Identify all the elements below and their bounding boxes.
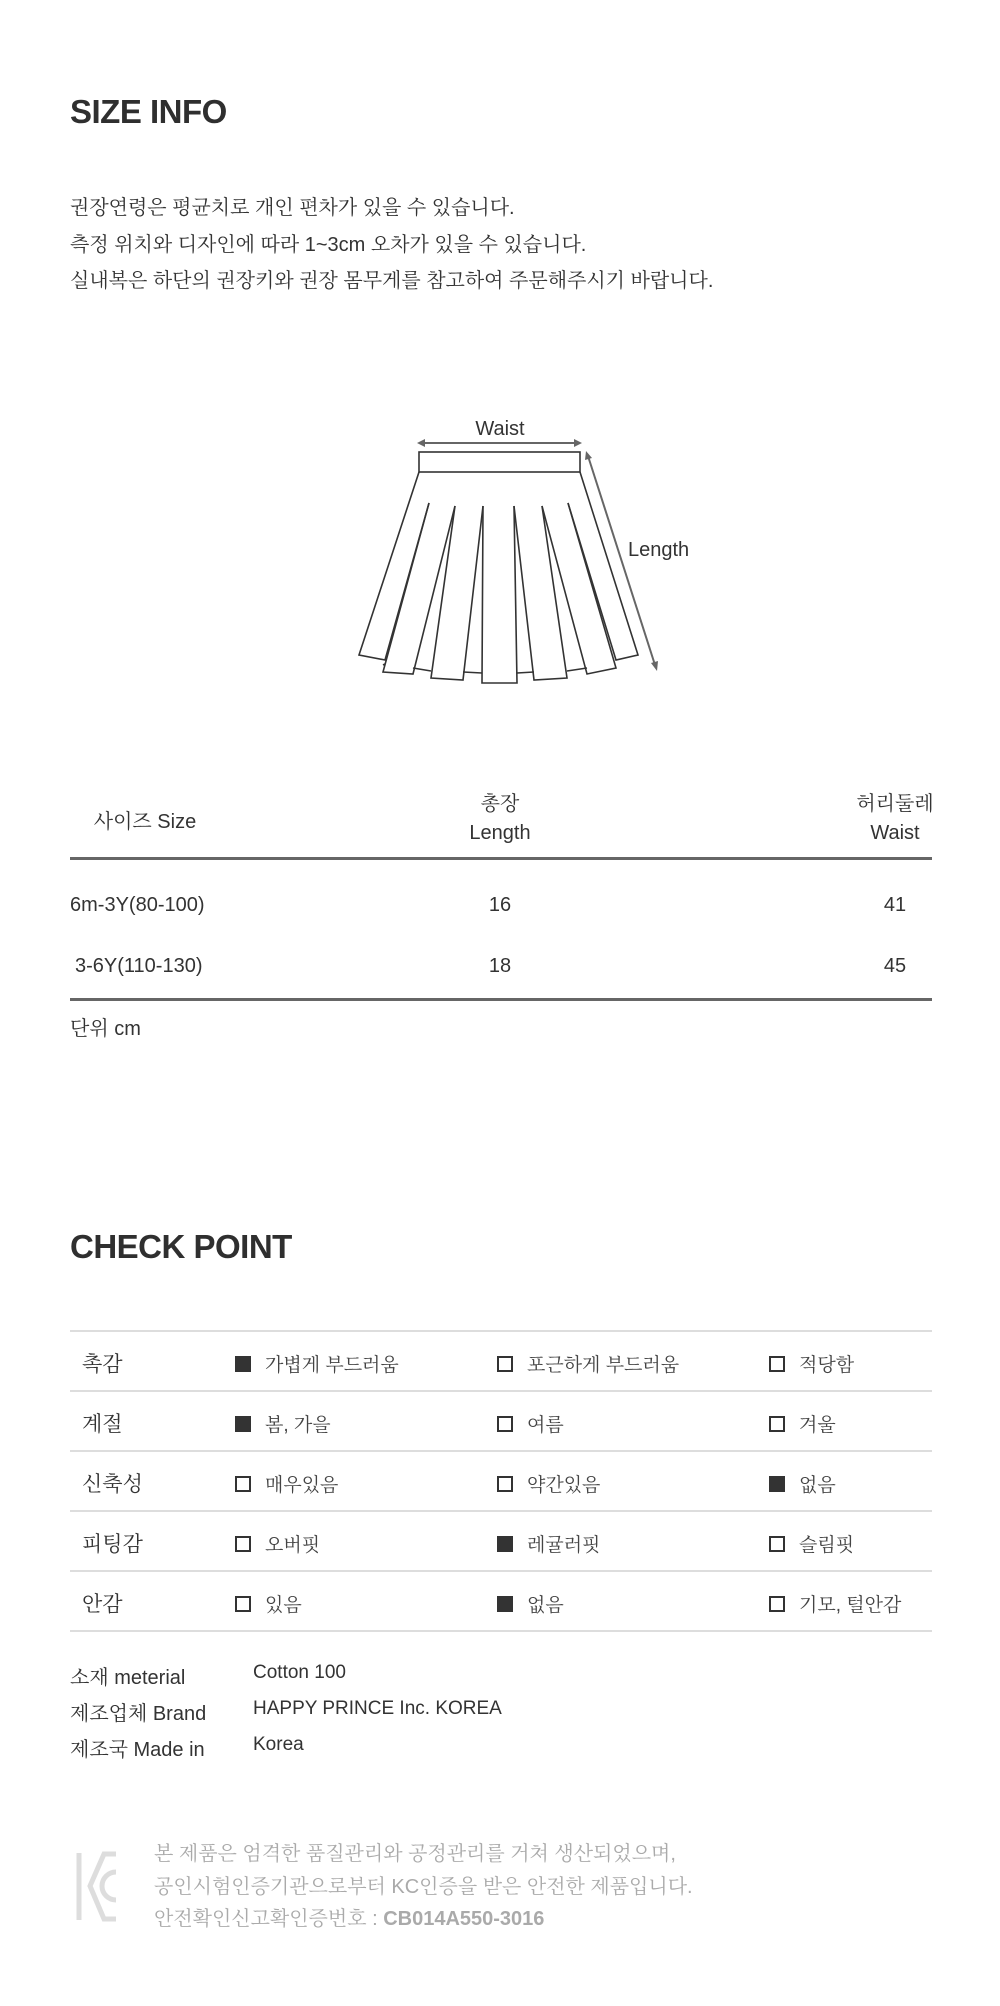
check-option-label: 가볍게 부드러움 (265, 1355, 399, 1376)
checked-box-icon (235, 1356, 251, 1372)
checked-box-icon (235, 1416, 251, 1432)
header-size: 사이즈 Size (93, 811, 197, 833)
table-bottom-rule (70, 998, 932, 1001)
check-option-label: 매우있음 (265, 1475, 339, 1496)
check-option-label: 여름 (527, 1415, 564, 1436)
kc-cert-number: CB014A550-3016 (383, 1908, 545, 1930)
measure-arrows (417, 439, 658, 671)
check-option (235, 1470, 338, 1497)
kc-logo-icon (74, 1850, 124, 1924)
kc-line: 본 제품은 엄격한 품질관리와 공정관리를 거쳐 생산되었으며, (154, 1843, 676, 1865)
check-row-label: 신축성 (82, 1473, 143, 1496)
kc-notice (154, 1838, 693, 1936)
checked-box-icon (497, 1536, 513, 1552)
unchecked-box-icon (235, 1476, 251, 1492)
waist-label: Waist (475, 418, 525, 440)
check-option (769, 1590, 901, 1617)
check-option-label: 봄, 가을 (265, 1415, 331, 1436)
check-row-label: 피팅감 (82, 1533, 143, 1556)
header-waist-en: Waist (870, 822, 920, 844)
check-option-label: 겨울 (799, 1415, 836, 1436)
check-option (497, 1410, 564, 1437)
cell-size: 3-6Y(110-130) (75, 955, 203, 977)
check-option (769, 1350, 854, 1377)
check-option-label: 기모, 털안감 (799, 1595, 902, 1616)
unchecked-box-icon (769, 1596, 785, 1612)
kc-cert-label: 안전확인신고확인증번호 : (154, 1908, 384, 1930)
check-option (497, 1590, 564, 1617)
check-option (769, 1470, 836, 1497)
size-note: 실내복은 하단의 권장키와 권장 몸무게를 참고하여 주문해주시기 바랍니다. (70, 270, 714, 292)
spec-label: 소재 meterial (70, 1667, 186, 1689)
check-option-label: 슬림핏 (799, 1535, 855, 1556)
header-length-en: Length (469, 822, 531, 844)
unchecked-box-icon (497, 1476, 513, 1492)
check-option-label: 포근하게 부드러움 (527, 1355, 680, 1376)
spec-value: HAPPY PRINCE Inc. KOREA (253, 1698, 502, 1719)
unchecked-box-icon (769, 1416, 785, 1432)
spec-value: Cotton 100 (253, 1662, 346, 1683)
checked-box-icon (769, 1476, 785, 1492)
cell-waist: 41 (883, 894, 907, 916)
cell-size: 6m-3Y(80-100) (70, 894, 205, 916)
check-option-label: 레귤러핏 (527, 1535, 601, 1556)
spec-value: Korea (253, 1734, 304, 1755)
check-option-label: 없음 (799, 1475, 836, 1496)
check-option-label: 약간있음 (527, 1475, 601, 1496)
check-option-label: 적당함 (799, 1355, 855, 1376)
size-note: 권장연령은 평균치로 개인 편차가 있을 수 있습니다. (70, 197, 515, 219)
unchecked-box-icon (497, 1356, 513, 1372)
cell-length: 18 (488, 955, 512, 977)
check-option (769, 1530, 854, 1557)
unchecked-box-icon (769, 1356, 785, 1372)
check-row-label: 촉감 (82, 1353, 123, 1376)
check-row (70, 1332, 932, 1392)
unchecked-box-icon (497, 1416, 513, 1432)
spec-label: 제조업체 Brand (70, 1703, 207, 1725)
check-row (70, 1572, 932, 1632)
unchecked-box-icon (769, 1536, 785, 1552)
check-option-label: 없음 (527, 1595, 564, 1616)
check-row-label: 안감 (82, 1593, 123, 1616)
check-option (235, 1590, 302, 1617)
header-waist-ko: 허리둘레 (856, 793, 934, 815)
check-option (497, 1350, 679, 1377)
check-row-label: 계절 (82, 1413, 123, 1436)
check-option-label: 오버핏 (265, 1535, 321, 1556)
cell-waist: 45 (883, 955, 907, 977)
size-info-title: SIZE INFO (70, 93, 227, 130)
table-header-rule (70, 857, 932, 860)
check-option (497, 1530, 600, 1557)
unchecked-box-icon (235, 1536, 251, 1552)
check-row (70, 1452, 932, 1512)
checked-box-icon (497, 1596, 513, 1612)
cell-length: 16 (488, 894, 512, 916)
check-option-label: 있음 (265, 1595, 302, 1616)
check-option (235, 1350, 399, 1377)
check-row (70, 1392, 932, 1452)
unit-note: 단위 cm (70, 1018, 141, 1040)
check-option (235, 1410, 331, 1437)
check-option (769, 1410, 836, 1437)
check-option (497, 1470, 600, 1497)
header-length (420, 790, 580, 848)
spec-label: 제조국 Made in (70, 1739, 205, 1761)
unchecked-box-icon (235, 1596, 251, 1612)
check-row (70, 1512, 932, 1572)
size-note: 측정 위치와 디자인에 따라 1~3cm 오차가 있을 수 있습니다. (70, 233, 587, 256)
check-point-title: CHECK POINT (70, 1228, 292, 1265)
kc-line: 공인시험인증기관으로부터 KC인증을 받은 안전한 제품입니다. (154, 1875, 693, 1898)
header-length-ko: 총장 (480, 793, 520, 815)
skirt-diagram (0, 0, 1000, 720)
skirt-illustration (359, 452, 638, 683)
length-label: Length (628, 539, 690, 561)
kc-cert (154, 1903, 693, 1936)
header-waist (840, 790, 950, 848)
check-option (235, 1530, 320, 1557)
